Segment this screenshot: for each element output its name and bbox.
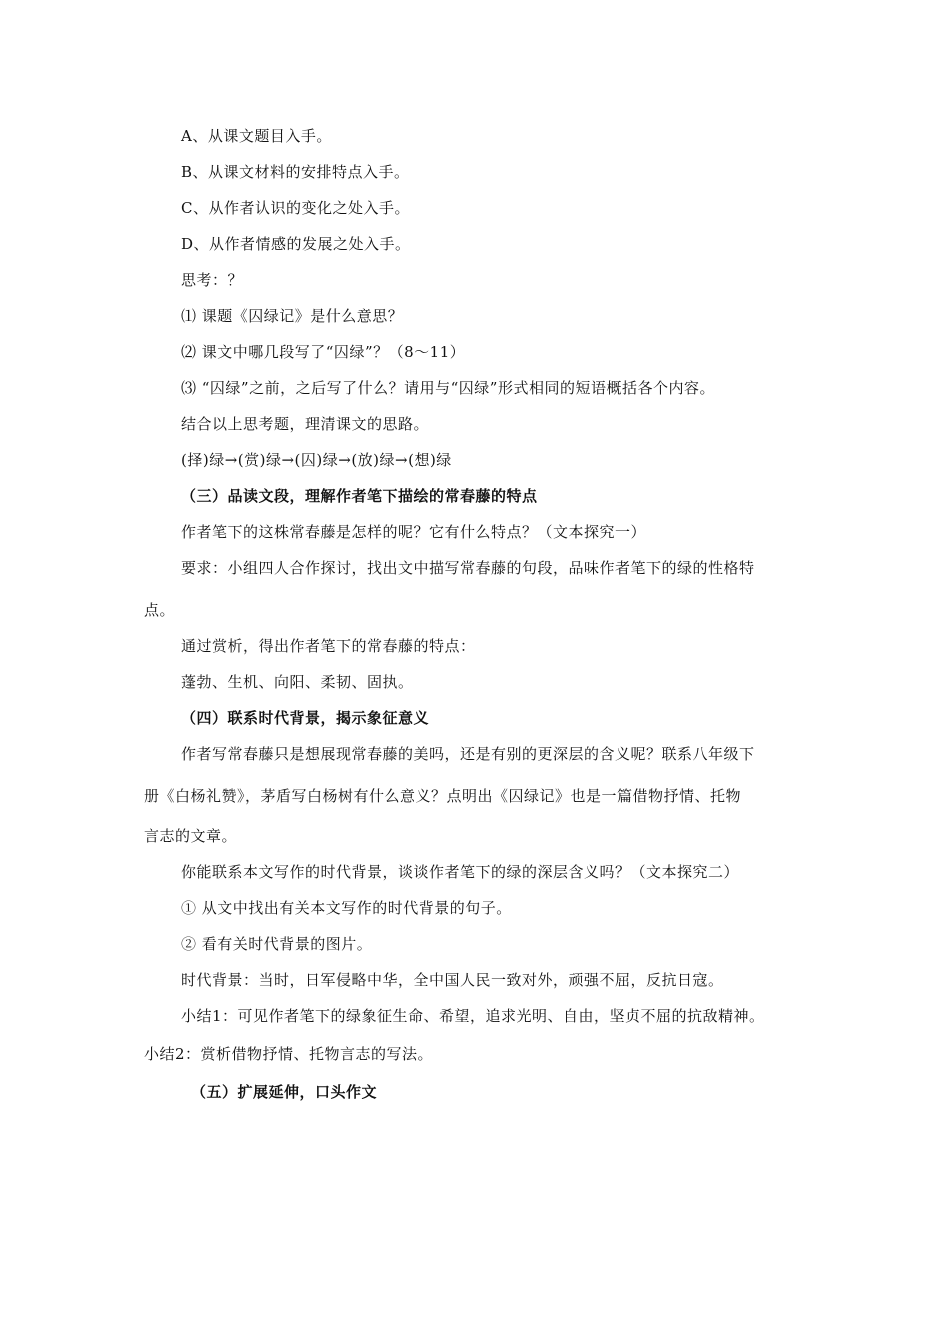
paragraph: 要求：小组四人合作探讨，找出文中描写常春藤的句段，品味作者笔下的绿的性格特 <box>181 559 755 577</box>
summary-1: 小结1：可见作者笔下的绿象征生命、希望，追求光明、自由，坚贞不屈的抗敌精神。 <box>181 1007 765 1025</box>
section-heading-5: （五）扩展延伸，口头作文 <box>191 1083 378 1101</box>
paragraph-continuation: 言志的文章。 <box>144 827 238 845</box>
paragraph: 结合以上思考题，理清课文的思路。 <box>181 415 430 433</box>
question-1: ⑴ 课题《囚绿记》是什么意思？ <box>181 307 404 325</box>
paragraph-continuation: 点。 <box>144 601 176 619</box>
thought-flow: (择)绿→(赏)绿→(囚)绿→(放)绿→(想)绿 <box>181 451 452 469</box>
option-d: D、从作者情感的发展之处入手。 <box>181 235 411 253</box>
option-c: C、从作者认识的变化之处入手。 <box>181 199 410 217</box>
list-item: ① 从文中找出有关本文写作的时代背景的句子。 <box>181 899 512 917</box>
think-heading: 思考：？ <box>181 271 244 289</box>
traits-list: 蓬勃、生机、向阳、柔韧、固执。 <box>181 673 414 691</box>
paragraph: 作者笔下的这株常春藤是怎样的呢？它有什么特点？（文本探究一） <box>181 523 647 541</box>
option-b: B、从课文材料的安排特点入手。 <box>181 163 410 181</box>
list-item: ② 看有关时代背景的图片。 <box>181 935 373 953</box>
section-heading-4: （四）联系时代背景，揭示象征意义 <box>181 709 430 727</box>
paragraph: 作者写常春藤只是想展现常春藤的美吗，还是有别的更深层的含义呢？联系八年级下 <box>181 745 755 763</box>
paragraph: 时代背景：当时，日军侵略中华，全中国人民一致对外，顽强不屈，反抗日寇。 <box>181 971 724 989</box>
paragraph-continuation: 册《白杨礼赞》，茅盾写白杨树有什么意义？点明出《囚绿记》也是一篇借物抒情、托物 <box>144 787 742 805</box>
summary-2: 小结2：赏析借物抒情、托物言志的写法。 <box>144 1045 434 1063</box>
option-a: A、从课文题目入手。 <box>181 127 332 145</box>
question-3: ⑶ “囚绿”之前，之后写了什么？请用与“囚绿”形式相同的短语概括各个内容。 <box>181 379 715 397</box>
paragraph: 你能联系本文写作的时代背景，谈谈作者笔下的绿的深层含义吗？（文本探究二） <box>181 863 740 881</box>
paragraph: 通过赏析，得出作者笔下的常春藤的特点： <box>181 637 476 655</box>
section-heading-3: （三）品读文段，理解作者笔下描绘的常春藤的特点 <box>181 487 538 505</box>
question-2: ⑵ 课文中哪几段写了“囚绿”？（8～11） <box>181 343 466 361</box>
